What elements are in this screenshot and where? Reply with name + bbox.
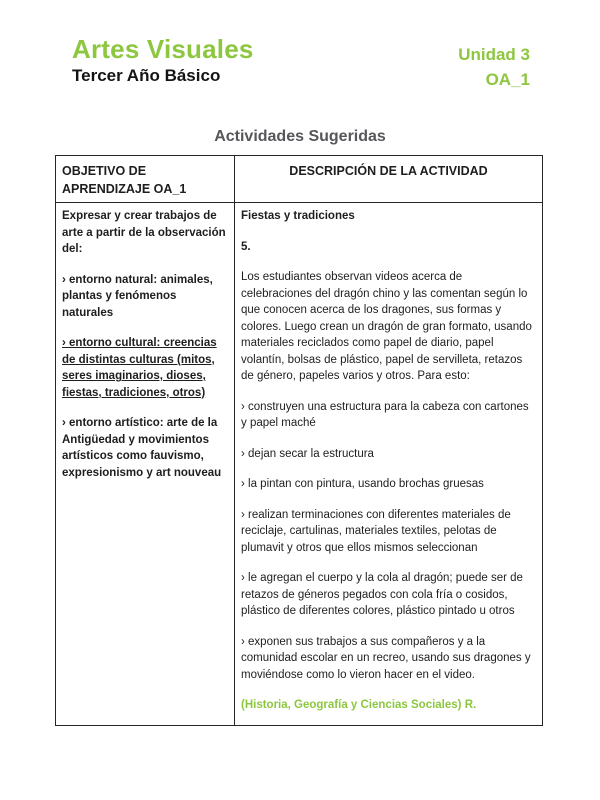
activity-step: › le agregan el cuerpo y la cola al dragón; puede ser de retazos de géneros pegados con cola fría o cosidos, plástico de diferentes colores, plástico pintado u otros [241, 572, 523, 618]
table-body-row [56, 203, 543, 726]
course-title: Artes Visuales [72, 34, 254, 64]
activity-step: › la pintan con pintura, usando brochas gruesas [241, 478, 484, 491]
description-cell [235, 203, 543, 726]
cross-subject-note: (Historia, Geografía y Ciencias Sociales) R. [241, 699, 477, 712]
activity-number: 5. [241, 240, 251, 253]
objective-item: › entorno natural: animales, plantas y fenómenos naturales [62, 273, 213, 319]
section-title: Actividades Sugeridas [214, 128, 386, 145]
objective-intro: Expresar y crear trabajos de arte a partir de la observación del: [62, 210, 226, 256]
activity-steps [241, 399, 534, 684]
document-header-right [458, 46, 530, 89]
objective-cell [56, 203, 235, 726]
grade-level: Tercer Año Básico [72, 66, 221, 86]
activity-intro: Los estudiantes observan videos acerca de celebraciones del dragón chino y las comentan según lo que conocen acerca de los dragones, sus formas y colores. Luego crean un dragón de gran formato, usando materiales reciclados como papel de diario, papel volantín, bolsas de plástico, papel de servilleta, retazos de género, papeles varios y otros. Para esto: [241, 271, 532, 383]
document-header-left [72, 36, 254, 86]
activity-step: › exponen sus trabajos a sus compañeros y a la comunidad escolar en un recreo, usando sus dragones y moviéndose como lo vieron hacer en el video. [241, 635, 531, 681]
activity-step: › construyen una estructura para la cabeza con cartones y papel maché [241, 400, 529, 430]
table-header-row [56, 156, 543, 203]
activity-theme: Fiestas y tradiciones [241, 210, 355, 223]
activity-step: › dejan secar la estructura [241, 447, 374, 460]
oa-label: OA_1 [485, 69, 530, 89]
description-column-header: DESCRIPCIÓN DE LA ACTIVIDAD [235, 156, 543, 203]
objective-item: › entorno cultural: creencias de distintas culturas (mitos, seres imaginarios, dioses, fiestas, tradiciones, otros) [62, 337, 217, 399]
unit-label: Unidad 3 [458, 45, 530, 64]
activity-step: › realizan terminaciones con diferentes materiales de reciclaje, cartulinas, materiales textiles, pelotas de plumavit y otros que ellos mismos seleccionan [241, 508, 511, 554]
objective-items [62, 272, 226, 482]
objective-column-header: OBJETIVO DE APRENDIZAJE OA_1 [56, 156, 235, 203]
objective-item: › entorno artístico: arte de la Antigüedad y movimientos artísticos como fauvismo, expresionismo y art nouveau [62, 417, 222, 479]
activities-table [55, 155, 543, 726]
